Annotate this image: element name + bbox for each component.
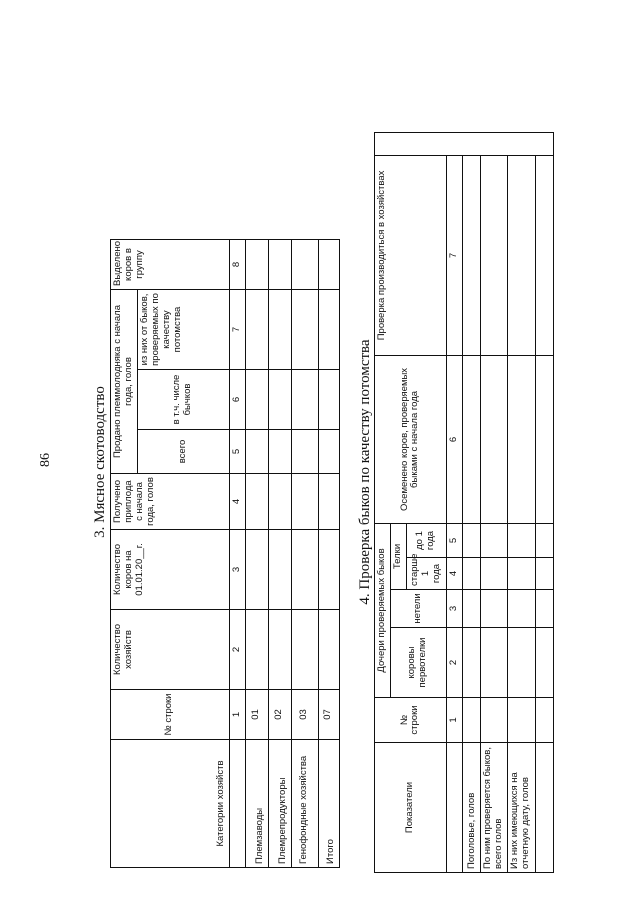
cell — [291, 370, 318, 430]
column-number: 8 — [229, 240, 245, 290]
cell — [291, 610, 318, 690]
column-number: 7 — [229, 290, 245, 370]
cell — [535, 523, 553, 557]
cell — [507, 698, 535, 743]
column-number: 1 — [229, 690, 245, 740]
cell — [462, 523, 480, 557]
cell — [268, 474, 291, 530]
row-code: 03 — [291, 690, 318, 740]
cell — [462, 155, 480, 355]
cell — [291, 240, 318, 290]
column-number: 4 — [229, 474, 245, 530]
cell — [291, 430, 318, 474]
cell — [535, 155, 553, 355]
column-number: 2 — [229, 610, 245, 690]
row-code: 07 — [318, 690, 339, 740]
cell — [535, 590, 553, 628]
header-category: Категории хозяйств — [111, 740, 230, 868]
cell — [268, 530, 291, 610]
cell — [229, 740, 245, 868]
row-label: Итого — [318, 740, 339, 868]
column-number: 6 — [229, 370, 245, 430]
row-code: 01 — [245, 690, 268, 740]
column-number: 1 — [446, 698, 462, 743]
column-number: 2 — [446, 628, 462, 698]
row-label: Племзаводы — [245, 740, 268, 868]
column-number: 6 — [446, 355, 462, 523]
column-number: 3 — [446, 590, 462, 628]
cell — [462, 558, 480, 590]
table-row — [245, 240, 268, 868]
cell — [291, 474, 318, 530]
cell — [245, 370, 268, 430]
section-3-title: 3. Мясное скотоводство — [92, 386, 108, 538]
header-under-1y: до 1 года — [406, 523, 446, 557]
header-test-farms: Проверка производиться в хозяйствах — [375, 155, 447, 355]
cell — [245, 474, 268, 530]
table-row — [480, 132, 507, 872]
cell — [268, 430, 291, 474]
column-numbers-row — [229, 240, 245, 868]
cell — [268, 370, 291, 430]
table-row — [507, 132, 535, 872]
header-first-calf-cows: коровы первотелки — [390, 628, 446, 698]
header-row-number: № строки — [375, 698, 447, 743]
header-sold-bulls: в т.ч. числе бычков — [137, 370, 229, 430]
cell — [535, 698, 553, 743]
row-label: По ним проверяется быков, всего голов — [480, 743, 507, 873]
header-sold-young: Продано племмолодняка с начала года, голов — [111, 290, 138, 474]
cell — [291, 530, 318, 610]
cell — [507, 590, 535, 628]
column-number: 5 — [229, 430, 245, 474]
table-row — [318, 240, 339, 868]
cell — [291, 290, 318, 370]
header-daughters: Дочери проверяемых быков — [375, 523, 391, 697]
cell — [318, 610, 339, 690]
header-row-number: № строки — [111, 690, 230, 740]
cell — [462, 355, 480, 523]
cell — [507, 355, 535, 523]
progeny-test-table — [374, 132, 554, 873]
cell — [535, 558, 553, 590]
row-label: Генофондные хозяйства — [291, 740, 318, 868]
cell — [480, 523, 507, 557]
meat-cattle-table — [110, 239, 340, 868]
header-farms-count: Количество хозяйств — [111, 610, 230, 690]
cell — [375, 132, 554, 155]
cell — [245, 530, 268, 610]
column-number: 7 — [446, 155, 462, 355]
cell — [480, 155, 507, 355]
header-indicators: Показатели — [375, 743, 447, 873]
cell — [318, 474, 339, 530]
cell — [318, 530, 339, 610]
cell — [245, 610, 268, 690]
cell — [480, 558, 507, 590]
header-cows-count: Количество коров на 01.01.20__г. — [111, 530, 230, 610]
table-row — [462, 132, 480, 872]
page-number: 86 — [38, 453, 53, 467]
cell — [535, 355, 553, 523]
row-label: Поголовье, голов — [462, 743, 480, 873]
header-older-1y: старше 1 года — [406, 558, 446, 590]
header-sold-total: всего — [137, 430, 229, 474]
cell — [462, 698, 480, 743]
cell — [245, 290, 268, 370]
cell — [507, 628, 535, 698]
section-4-title: 4. Проверка быков по качеству потомства — [357, 339, 373, 605]
cell — [507, 558, 535, 590]
row-label: Из них имеющихся на отчетную дату, голов — [507, 743, 535, 873]
cell — [268, 240, 291, 290]
cell — [507, 155, 535, 355]
cell — [268, 610, 291, 690]
header-cows-allocated: Выделено коров в группу — [111, 240, 230, 290]
cell — [507, 523, 535, 557]
cell — [245, 240, 268, 290]
table-row — [535, 132, 553, 872]
column-numbers-row — [446, 132, 462, 872]
cell — [462, 590, 480, 628]
cell — [318, 240, 339, 290]
column-number: 4 — [446, 558, 462, 590]
header-inseminated: Осеменено коров, проверяемых быками с начала года — [375, 355, 447, 523]
cell — [268, 290, 291, 370]
cell — [535, 743, 553, 873]
header-calves: Телки — [390, 523, 406, 589]
column-number: 5 — [446, 523, 462, 557]
cell — [318, 290, 339, 370]
table-row — [291, 240, 318, 868]
cell — [480, 698, 507, 743]
header-sold-tested: из них от быков, проверяемых по качеству потомства — [137, 290, 229, 370]
row-label: Племрепродукторы — [268, 740, 291, 868]
cell — [318, 430, 339, 474]
cell — [480, 355, 507, 523]
cell — [535, 628, 553, 698]
header-calves-received: Получено приплода с начала года, голов — [111, 474, 230, 530]
cell — [480, 628, 507, 698]
column-number: 3 — [229, 530, 245, 610]
row-code: 02 — [268, 690, 291, 740]
table-row — [268, 240, 291, 868]
cell — [462, 628, 480, 698]
cell — [245, 430, 268, 474]
cell — [318, 370, 339, 430]
header-heifers: нетели — [390, 590, 446, 628]
cell — [480, 590, 507, 628]
cell — [446, 743, 462, 873]
